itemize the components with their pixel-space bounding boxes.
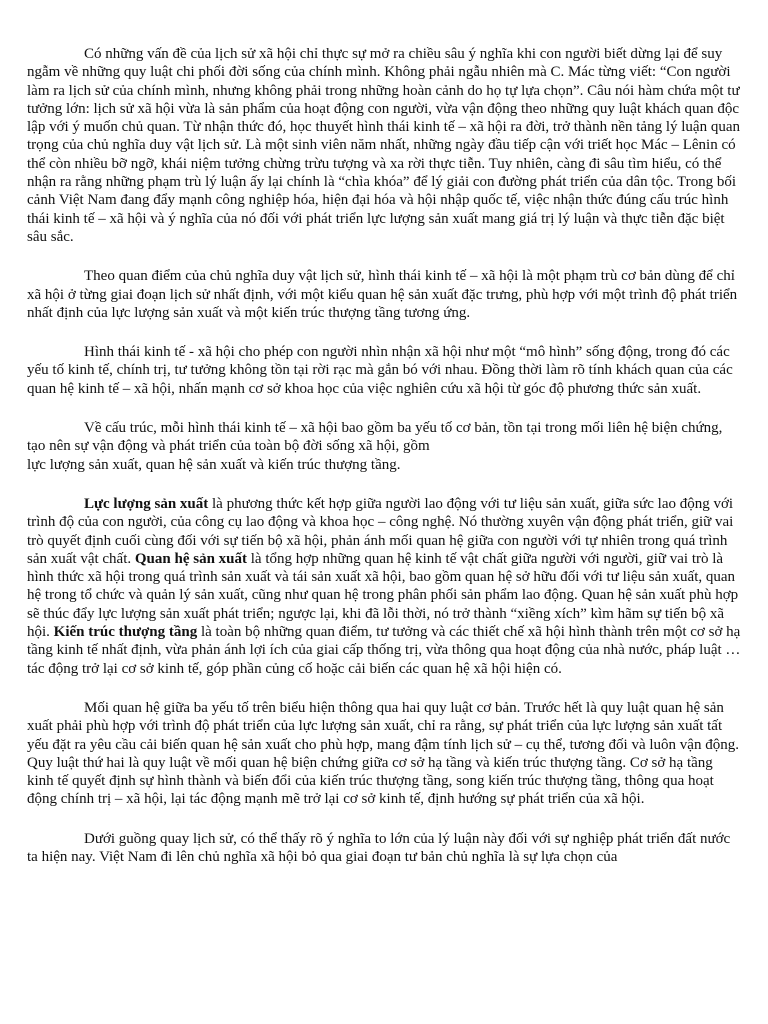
- paragraph-model: Hình thái kinh tế - xã hội cho phép con người nhìn nhận xã hội như một “mô hình” sống động, trong đó các yếu tố kinh tế, chính trị, tư tưởng không tồn tại rời rạc mà gắn bó với nhau. Đồng thời làm rõ tính khách quan của các quan hệ kinh tế – xã hội, nhấn mạnh cơ sở khoa học của việc nghiên cứu xã hội từ góc độ phương thức sản xuất.: [27, 344, 733, 397]
- paragraph-structure-list: lực lượng sản xuất, quan hệ sản xuất và kiến trúc thượng tầng.: [27, 456, 401, 473]
- term-productive-forces: Lực lượng sản xuất: [84, 495, 209, 512]
- productive-forces-description: là phương thức kết hợp giữa người lao động với tư liệu sản xuất, giữa sức lao động với trình độ của con người, của công cụ lao động và khoa học – công nghệ. Nó thường xuyên vận động phát triển, giữ vai trò quyết định cuối cùng đối với sự tiến bộ xã hội, phản ánh mối quan hệ giữa con người với tự nhiên trong quá trình sản xuất vật chất.: [27, 495, 734, 567]
- paragraph-vietnam: Dưới guồng quay lịch sử, có thể thấy rõ ý nghĩa to lớn của lý luận này đối với sự nghiệp phát triển đất nước ta hiện nay. Việt Nam đi lên chủ nghĩa xã hội bỏ qua giai đoạn tư bản chủ nghĩa là sự lựa chọn của: [27, 830, 731, 865]
- paragraph-definition: Theo quan điểm của chủ nghĩa duy vật lịch sử, hình thái kinh tế – xã hội là một phạm trù cơ bản dùng để chỉ xã hội ở từng giai đoạn lịch sử nhất định, với một kiểu quan hệ sản xuất đặc trưng, phù hợp với một trình độ phát triển nhất định của lực lượng sản xuất và một kiến trúc thượng tầng tương ứng.: [27, 268, 738, 321]
- paragraph-elements: [27, 495, 741, 678]
- paragraph-introduction: Có những vấn đề của lịch sử xã hội chỉ thực sự mở ra chiều sâu ý nghĩa khi con người biết dừng lại để suy ngẫm về những quy luật chi phối đời sống của chính mình. Không phải ngẫu nhiên mà C. Mác từng viết: “Con người làm ra lịch sử của chính mình, nhưng không phải trong những hoàn cảnh do họ tự lựa chọn”. Câu nói hàm chứa một tư tưởng lớn: lịch sử xã hội vừa là sản phẩm của hoạt động con người, vừa vận động theo những quy luật khách quan độc lập với ý muốn chủ quan. Từ nhận thức đó, học thuyết hình thái kinh tế – xã hội ra đời, trở thành nền tảng lý luận quan trọng của chủ nghĩa duy vật lịch sử. Là một sinh viên năm nhất, những ngày đầu tiếp cận với triết học Mác – Lênin có thể còn nhiều bỡ ngỡ, khái niệm tưởng chừng trừu tượng và xa rời thực tiễn. Tuy nhiên, càng đi sâu tìm hiểu, có thể nhận ra rằng những phạm trù lý luận ấy lại chính là “chìa khóa” để lý giải con đường phát triển của dân tộc. Trong bối cảnh Việt Nam đang đẩy mạnh công nghiệp hóa, hiện đại hóa và hội nhập quốc tế, việc nhận thức đúng cấu trúc hình thái kinh tế – xã hội và ý nghĩa của nó đối với phát triển lực lượng sản xuất mang giá trị lý luận và thực tiễn đặc biệt sâu sắc.: [27, 46, 740, 245]
- paragraph-structure: [27, 419, 741, 474]
- paragraph-structure-text: Về cấu trúc, mỗi hình thái kinh tế – xã hội bao gồm ba yếu tố cơ bản, tồn tại trong mối liên hệ biện chứng, tạo nên sự vận động và phát triển của toàn bộ đời sống xã hội, gồm: [27, 420, 723, 455]
- paragraph-laws: Mối quan hệ giữa ba yếu tố trên biểu hiện thông qua hai quy luật cơ bản. Trước hết là quy luật quan hệ sản xuất phải phù hợp với trình độ phát triển của lực lượng sản xuất, chỉ ra rằng, sự phát triển của lực lượng sản xuất tất yếu đặt ra yêu cầu cải biến quan hệ sản xuất cho phù hợp, mang đậm tính lịch sử – cụ thể, tương đối và luôn vận động. Quy luật thứ hai là quy luật về mối quan hệ biện chứng giữa cơ sở hạ tầng và kiến trúc thượng tầng. Cơ sở hạ tầng kinh tế quyết định sự hình thành và biến đổi của kiến trúc thượng tầng, song kiến trúc thượng tầng, thông qua hoạt động chính trị – xã hội, lại tác động mạnh mẽ trở lại cơ sở kinh tế, định hướng sự phát triển của xã hội.: [27, 699, 739, 808]
- term-superstructure: Kiến trúc thượng tầng: [53, 624, 198, 641]
- relations-of-production-description: là tổng hợp những quan hệ kinh tế vật chất giữa người với người, giữ vai trò là hình thức xã hội trong quá trình sản xuất và tái sản xuất xã hội, bao gồm quan hệ sở hữu đối với tư liệu sản xuất, quan hệ trong tổ chức và quản lý sản xuất, cũng như quan hệ trong phân phối sản phẩm lao động. Quan hệ sản xuất phù hợp sẽ thúc đẩy lực lượng sản xuất phát triển; ngược lại, khi đã lỗi thời, nó trở thành “xiềng xích” kìm hãm sự tiến bộ xã hội.: [27, 550, 739, 641]
- superstructure-description: là toàn bộ những quan điểm, tư tưởng và các thiết chế xã hội hình thành trên một cơ sở hạ tầng kinh tế nhất định, vừa phản ánh lợi ích của giai cấp thống trị, vừa thông qua hoạt động của nhà nước, pháp luật … tác động trở lại cơ sở kinh tế, góp phần củng cố hoặc cải biến các quan hệ xã hội hiện có.: [27, 624, 741, 677]
- term-relations-of-production: Quan hệ sản xuất: [134, 550, 248, 567]
